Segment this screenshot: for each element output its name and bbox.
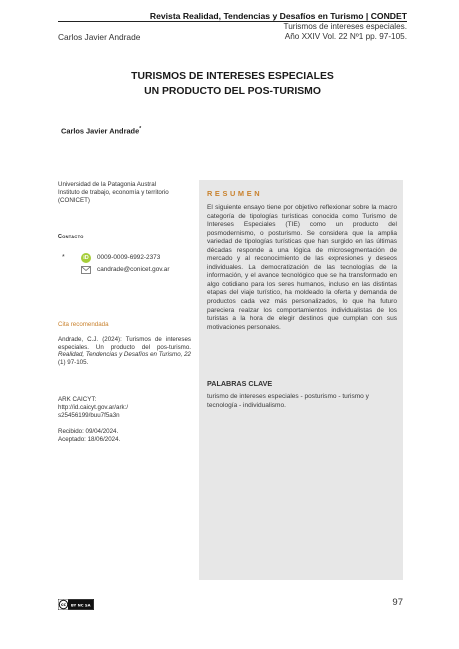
- orcid-icon[interactable]: [81, 253, 91, 263]
- ark-spacer: [58, 420, 198, 428]
- citation-suffix: (1) 97-105.: [58, 358, 89, 366]
- ark-label: ARK CAICYT:: [58, 396, 97, 403]
- affiliation-line: Instituto de trabajo, economía y territorio: [58, 188, 169, 196]
- contact-label: Contacto: [58, 234, 84, 240]
- journal-name: Revista Realidad, Tendencias y Desafíos en Turismo | CONDET: [149, 11, 407, 21]
- article-title: [58, 69, 407, 99]
- affiliation: [58, 181, 198, 205]
- orcid-link[interactable]: 0009-0009-6992-2373: [97, 254, 161, 261]
- issue-info: Año XXIV Vol. 22 Nº1 pp. 97-105.: [284, 32, 407, 41]
- abstract-text: El siguiente ensayo tiene por objetivo reflexionar sobre la macro categoría de tipologías turísticas conocida como Turismo de Intereses Especiales (TIE) como un producto del posmodernismo, o posturismo. Se considera que la amplia variedad de tipologías turísticas que han surgido en las últimas décadas responde a una lógica de microsegmentación de mercado y al reconocimiento de las expresiones y deseos individuales. La democratización de las tecnologías de la información, y el avance tecnológico que se ha transformado en algo cotidiano para los seres humanos, incluso en las distintas etapas del viaje turístico, ha moldeado la oferta y demanda de productos cada vez más personalizados, lo que ha futuro pareciera realzar los comportamientos individualistas de los turistas a la hora de elegir destinos que cumplan con sus motivaciones personales.: [207, 204, 397, 331]
- running-author: Carlos Javier Andrade: [58, 32, 141, 42]
- mail-icon: [81, 266, 91, 274]
- affiliation-line: (CONICET): [58, 196, 90, 204]
- svg-text:cc: cc: [60, 603, 67, 609]
- received-date: Recibido: 09/04/2024.: [58, 427, 119, 435]
- ark-url[interactable]: http://id.caicyt.gov.ar/ark:/: [58, 403, 129, 411]
- keywords-text: turismo de intereses especiales - posturismo - turismo y tecnología - individualismo.: [207, 393, 369, 409]
- title-line: UN PRODUCTO DEL POS-TURISMO: [144, 86, 321, 97]
- citation-journal: Realidad, Tendencias y Desafíos en Turismo, 22: [58, 351, 191, 359]
- author-mark: *: [139, 126, 142, 132]
- affiliation-line: Universidad de la Patagonia Austral: [58, 181, 157, 188]
- keywords-heading: PALABRAS CLAVE: [207, 379, 273, 388]
- citation-text: [58, 336, 191, 366]
- author-name: Carlos Javier Andrade: [61, 126, 140, 136]
- cc-by-nc-sa-icon[interactable]: [58, 599, 94, 610]
- ark-block: [58, 396, 198, 443]
- abstract-heading: RESUMEN: [207, 189, 263, 198]
- title-line: TURISMOS DE INTERESES ESPECIALES: [131, 71, 334, 82]
- orcid-icon-label: iD: [83, 255, 89, 261]
- email-link[interactable]: candrade@conicet.gov.ar: [97, 266, 170, 273]
- license-label: BY NC SA: [70, 602, 91, 608]
- citation-prefix: Andrade, C.J. (2024): Turismos de intereses especiales. Un producto del pos-turismo.: [58, 336, 191, 351]
- ark-id[interactable]: s25456199/buu7f5a3n: [58, 411, 120, 419]
- page-number: 97: [392, 597, 403, 608]
- accepted-date: Aceptado: 18/06/2024.: [58, 435, 121, 443]
- citation-label: Cita recomendada: [58, 321, 109, 328]
- contact-bullet: *: [62, 254, 65, 261]
- article-author: [61, 126, 141, 135]
- running-title: Turismos de intereses especiales.: [283, 22, 407, 31]
